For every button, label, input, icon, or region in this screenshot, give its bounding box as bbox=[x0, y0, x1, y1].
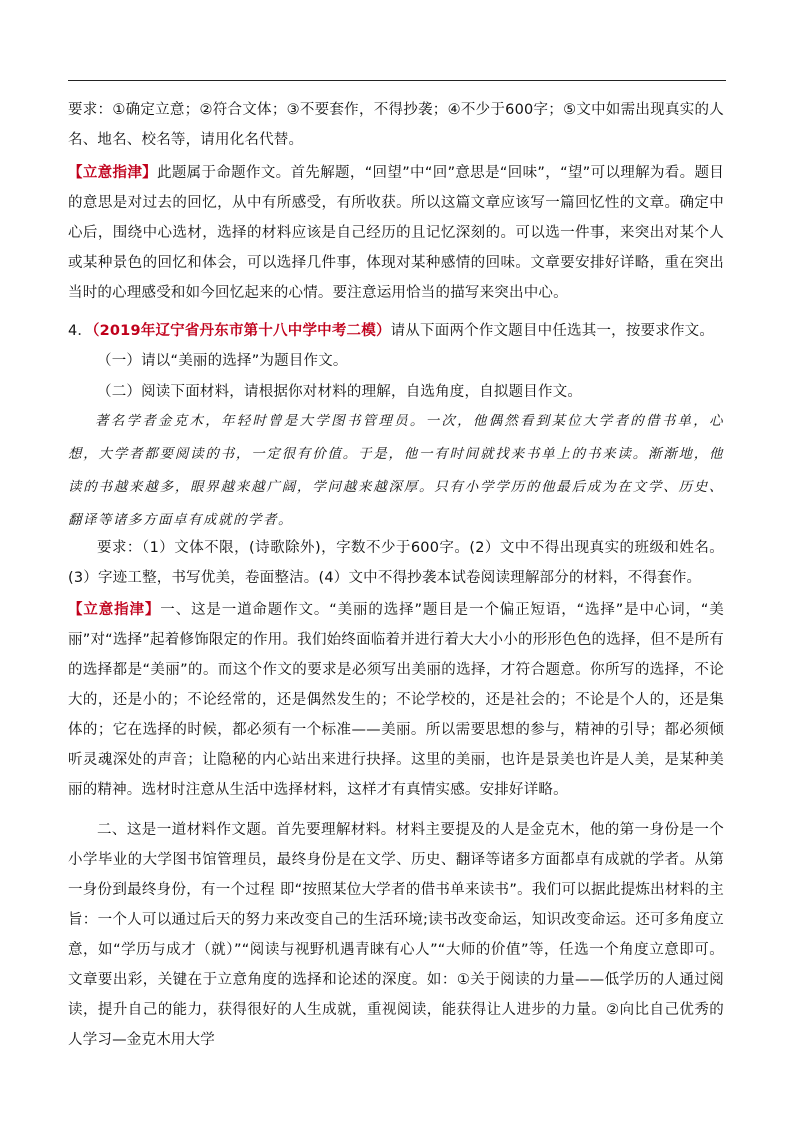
q4-material: 著名学者金克木，年轻时曾是大学图书管理员。一次，他偶然看到某位大学者的借书单，心想，大学者都要阅读的书，一定很有价值。于是，他一有时间就找来书单上的书来读。渐渐地，他读的书越来越多，眼界越来越广阔，学问越来越深厚。只有小学学历的他最后成为在文学、历史、翻译等诸多方面卓有成就的学者。 bbox=[68, 413, 724, 528]
q4-source: （2019年辽宁省丹东市第十八中学中考二模） bbox=[92, 323, 391, 339]
q4-number: 4． bbox=[68, 323, 93, 339]
q4-guide-label: 【立意指津】 bbox=[68, 602, 161, 618]
q4-heading bbox=[68, 316, 724, 346]
q4-guide-text-1: 一、这是一道命题作文。“美丽的选择”题目是一个偏正短语，“选择”是中心词，“美丽”对“选择”起着修饰限定的作用。我们始终面临着并进行着大大小小的形形色色的选择，但不是所有的选择都是“美丽”的。而这个作文的要求是必须写出美丽的选择，才符合题意。你所写的选择，不论大的，还是小的；不论经常的，还是偶然发生的；不论学校的，还是社会的；不论是个人的，还是集体的；它在选择的时候，都必须有一个标准——美丽。所以需要思想的参与，精神的引导；都必须倾听灵魂深处的声音；让隐秘的内心站出来进行抉择。这里的美丽，也许是景美也许是人美，是某种美丽的精神。选材时注意从生活中选择材料，这样才有真情实感。安排好详略。 bbox=[68, 602, 724, 798]
q4-option-1: （一）请以“美丽的选择”为题目作文。 bbox=[97, 353, 348, 369]
q3-requirements: 要求：①确定立意；②符合文体；③不要套作，不得抄袭；④不少于600字；⑤文中如需出现真实的人名、地名、校名等，请用化名代替。 bbox=[68, 102, 724, 148]
q3-guide-text: 此题属于命题作文。首先解题，“回望”中“回”意思是“回味”，“望”可以理解为看。题目的意思是对过去的回忆，从中有所感受，有所收获。所以这篇文章应该写一篇回忆性的文章。确定中心后，围绕中心选材，选择的材料应该是自己经历的且记忆深刻的。可以选一件事，来突出对某个人或某种景色的回忆和体会，可以选择几件事，体现对某种感情的回味。文章要安排好详略，重在突出当时的心理感受和如今回忆起来的心情。要注意运用恰当的描写来突出中心。 bbox=[68, 165, 725, 301]
q4-guide-2: 二、这是一道材料作文题。首先要理解材料。材料主要提及的人是金克木，他的第一身份是一个小学毕业的大学图书馆管理员，最终身份是在文学、历史、翻译等诸多方面都卓有成就的学者。从第一身份到最终身份，有一个过程 即“按照某位大学者的借书单来读书”。我们可以据此提炼出材料的主旨：一个人可以通过后天的努力来改变自己的生活环境;读书改变命运，知识改变命运。还可多角度立意，如“学历与成才（就）”“阅读与视野机遇青睐有心人”“大师的价值”等，任选一个角度立意即可。文章要出彩，关键在于立意角度的选择和论述的深度。如：①关于阅读的力量——低学历的人通过阅读，提升自己的能力，获得很好的人生成就，重视阅读，能获得让人进步的力量。②向比自己优秀的人学习—金克木用大学 bbox=[68, 822, 724, 1048]
q4-requirements: 要求：（1）文体不限，(诗歌除外)，字数不少于600字。(2）文中不得出现真实的班级和姓名。(3）字迹工整，书写优美，卷面整洁。(4）文中不得抄袭本试卷阅读理解部分的材料，不得套作。 bbox=[68, 540, 724, 586]
header-rule bbox=[68, 80, 726, 81]
q4-option-2: （二）阅读下面材料，请根据你对材料的理解，自选角度，自拟题目作文。 bbox=[97, 384, 583, 400]
q3-guide-label: 【立意指津】 bbox=[68, 165, 158, 181]
q3-guide bbox=[68, 158, 724, 308]
q4-prompt: 请从下面两个作文题目中任选其一，按要求作文。 bbox=[390, 323, 715, 339]
q4-guide-1 bbox=[68, 595, 724, 805]
